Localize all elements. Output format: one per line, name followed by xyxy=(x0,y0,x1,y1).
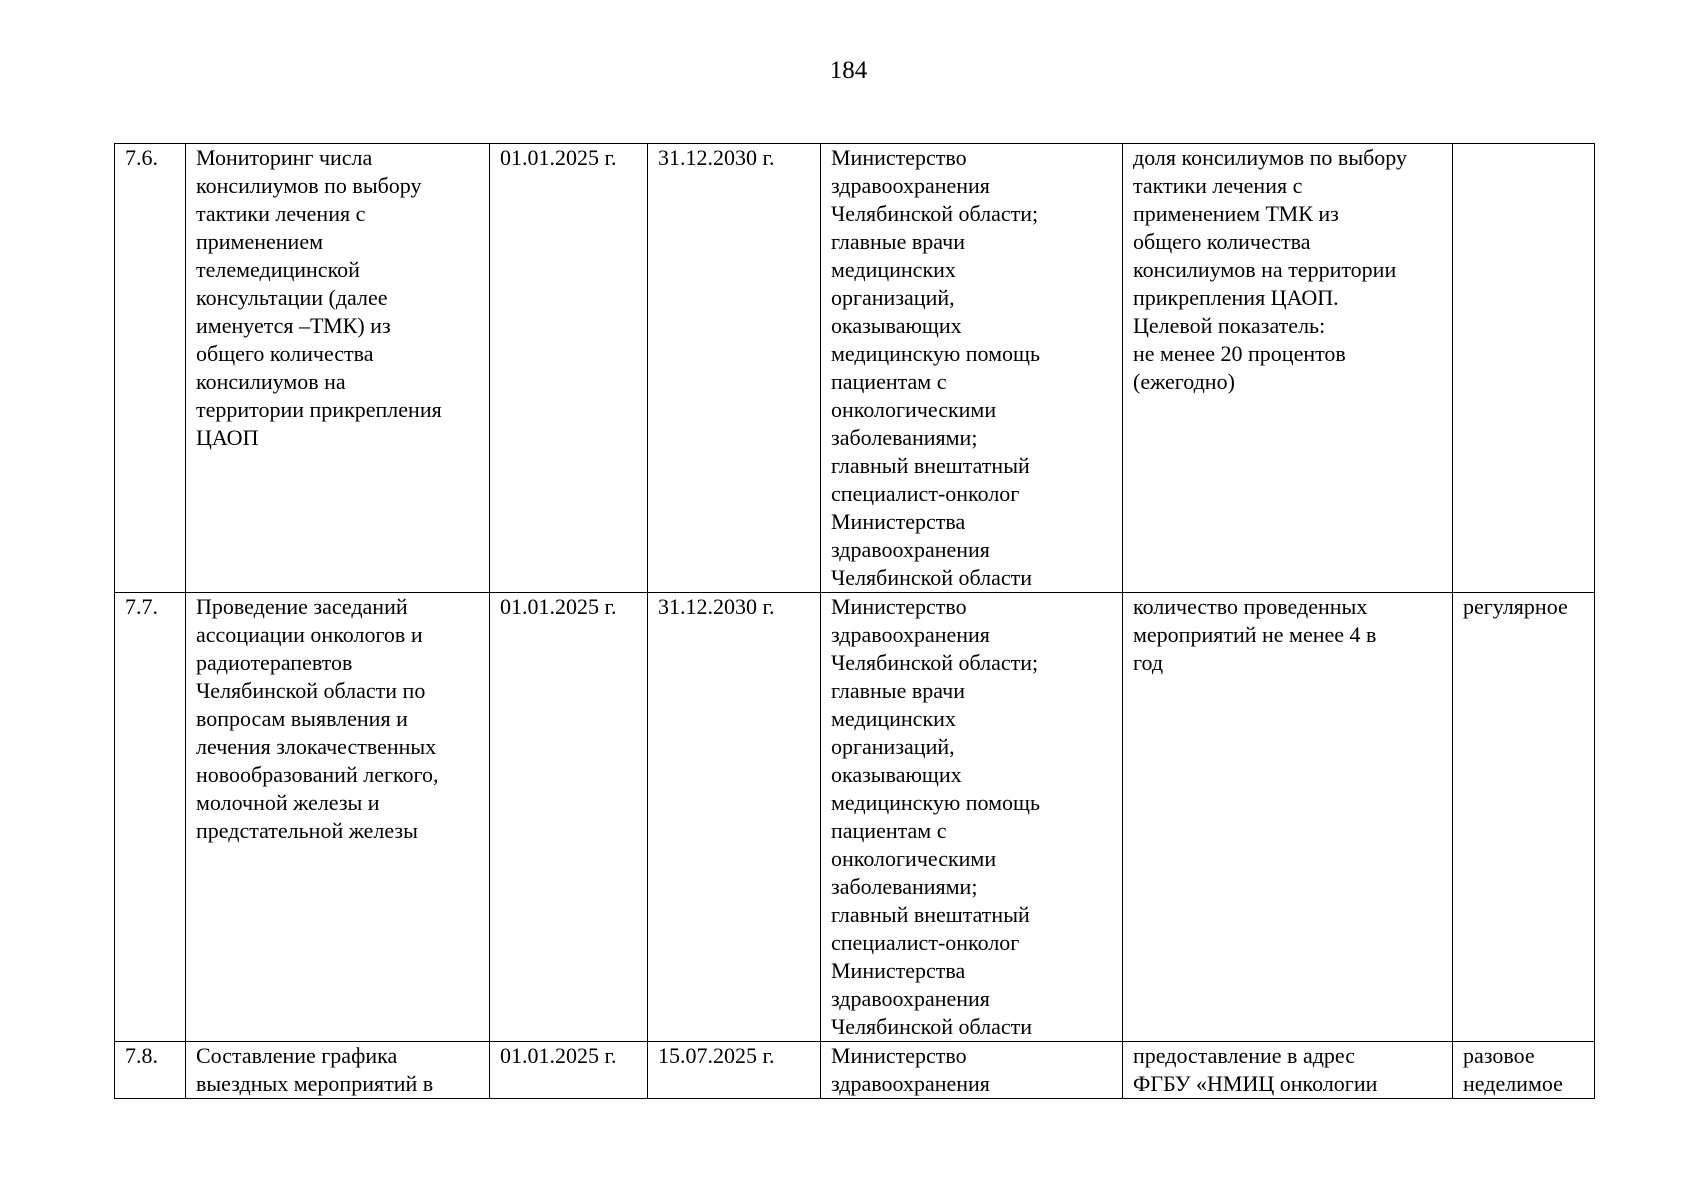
page-number: 184 xyxy=(829,57,868,84)
measures-table xyxy=(114,143,1595,1099)
result-cell: количество проведенных мероприятий не менее 4 в год xyxy=(1123,593,1453,1042)
event-cell: Составление графика выездных мероприятий в xyxy=(186,1042,490,1099)
event-cell: Мониторинг числа консилиумов по выбору тактики лечения с применением телемедицинской консультации (далее именуется –ТМК) из общего количества консилиумов на территории прикрепления ЦАОП xyxy=(186,144,490,593)
type-cell xyxy=(1453,144,1595,593)
row-number-cell: 7.8. xyxy=(115,1042,186,1099)
start-date-cell: 01.01.2025 г. xyxy=(490,593,648,1042)
responsible-cell: Министерство здравоохранения Челябинской области; главные врачи медицинских организаций, оказывающих медицинскую помощь пациентам с онкологическими заболеваниями; главный внештатный специалист-онколог Министерства здравоохранения Челябинской области xyxy=(821,593,1123,1042)
table-row xyxy=(115,593,1595,1042)
table-row xyxy=(115,1042,1595,1099)
row-number-cell: 7.7. xyxy=(115,593,186,1042)
start-date-cell: 01.01.2025 г. xyxy=(490,144,648,593)
type-cell: разовое неделимое xyxy=(1453,1042,1595,1099)
end-date-cell: 31.12.2030 г. xyxy=(648,593,821,1042)
type-cell: регулярное xyxy=(1453,593,1595,1042)
end-date-cell: 31.12.2030 г. xyxy=(648,144,821,593)
result-cell: доля консилиумов по выбору тактики лечения с применением ТМК из общего количества консилиумов на территории прикрепления ЦАОП. Целевой показатель: не менее 20 процентов (ежегодно) xyxy=(1123,144,1453,593)
result-cell: предоставление в адрес ФГБУ «НМИЦ онкологии xyxy=(1123,1042,1453,1099)
end-date-cell: 15.07.2025 г. xyxy=(648,1042,821,1099)
start-date-cell: 01.01.2025 г. xyxy=(490,1042,648,1099)
responsible-cell: Министерство здравоохранения xyxy=(821,1042,1123,1099)
table-row xyxy=(115,144,1595,593)
event-cell: Проведение заседаний ассоциации онкологов и радиотерапевтов Челябинской области по вопросам выявления и лечения злокачественных новообразований легкого, молочной железы и предстательной железы xyxy=(186,593,490,1042)
responsible-cell: Министерство здравоохранения Челябинской области; главные врачи медицинских организаций, оказывающих медицинскую помощь пациентам с онкологическими заболеваниями; главный внештатный специалист-онколог Министерства здравоохранения Челябинской области xyxy=(821,144,1123,593)
row-number-cell: 7.6. xyxy=(115,144,186,593)
